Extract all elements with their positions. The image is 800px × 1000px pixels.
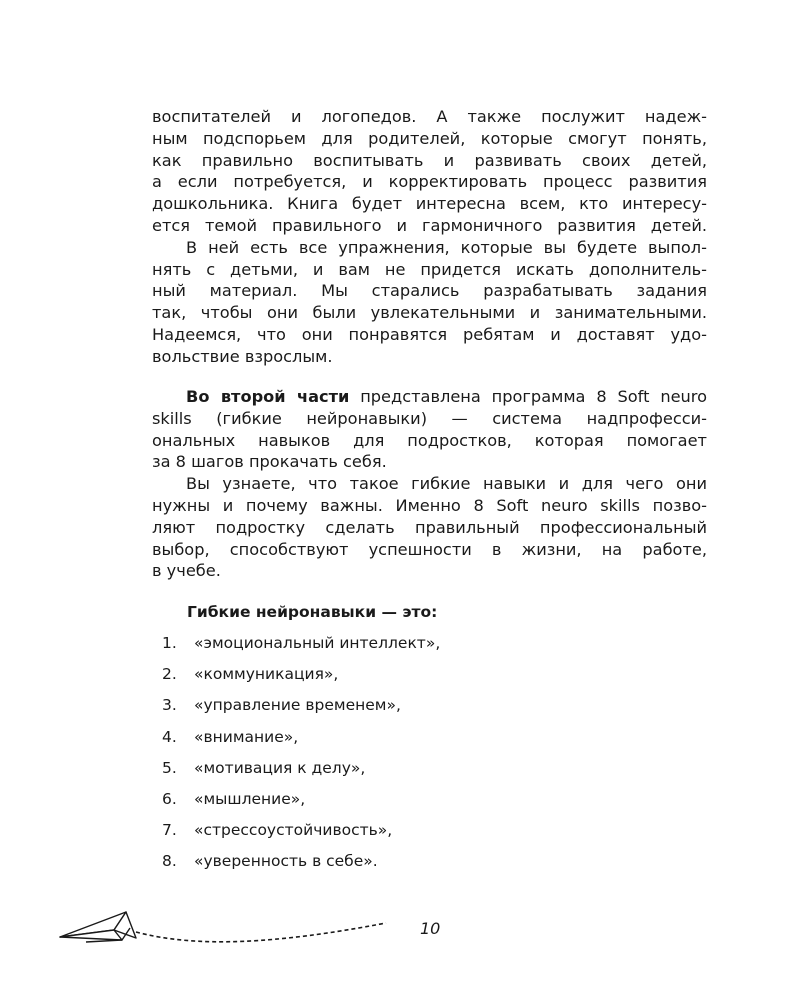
list-item-number: 3.: [162, 696, 177, 715]
paragraph1-line: ным подспорьем для родителей, которые смогут понять,: [152, 128, 707, 148]
paragraph1-line: а если потребуется, и корректировать процесс развития: [152, 172, 707, 192]
list-item-number: 1.: [162, 634, 177, 652]
list-heading: Гибкие нейронавыки — это:: [187, 603, 438, 621]
paragraph2-line: вольствие взрослым.: [152, 346, 333, 366]
intro-text-block: [152, 106, 707, 368]
second-part-bold-lead: Во второй части: [186, 387, 350, 406]
list-item-text: «мотивация к делу»,: [194, 758, 366, 777]
list-item-number: 5.: [162, 758, 177, 777]
list-item: [162, 663, 440, 694]
dashed-trail-line: [136, 923, 386, 942]
list-item-text: «уверенность в себе».: [194, 852, 378, 871]
paper-plane-icon: [60, 912, 136, 942]
paragraph2-line: нять с детьми, и вам не придется искать дополнитель-: [152, 259, 707, 279]
paragraph3-line-rest: представлена программа 8 Soft neuro: [349, 387, 707, 406]
list-item-number: 6.: [162, 789, 177, 808]
list-item-text: «стрессоустойчивость»,: [194, 821, 393, 840]
paragraph2-line: ный материал. Мы старались разрабатывать задания: [152, 281, 707, 301]
paragraph2-line: Надеемся, что они понравятся ребятам и доставят удо-: [152, 324, 707, 344]
list-item-number: 7.: [162, 821, 177, 840]
paragraph1-line: воспитателей и логопедов. А также послужит надеж-: [152, 107, 707, 126]
list-item-text: «коммуникация»,: [194, 665, 339, 684]
list-item-number: 4.: [162, 727, 177, 746]
list-item: [162, 819, 440, 850]
list-item-text: «мышление»,: [194, 789, 306, 808]
paragraph1-line: дошкольника. Книга будет интересна всем, кто интересу-: [152, 194, 707, 214]
list-item-text: «управление временем»,: [194, 696, 401, 715]
list-item: [162, 788, 440, 819]
page-number: 10: [420, 919, 441, 938]
list-item-number: 2.: [162, 665, 177, 684]
paragraph2-line: В ней есть все упражнения, которые вы будете выпол-: [186, 237, 707, 257]
list-item: [162, 694, 440, 725]
paragraph4-line: Вы узнаете, что такое гибкие навыки и для чего они: [186, 474, 707, 494]
paragraph3-line: за 8 шагов прокачать себя.: [152, 452, 387, 472]
paragraph3-first-line: [152, 386, 707, 408]
paragraph4-line: нужны и почему важны. Именно 8 Soft neuro skills позво-: [152, 495, 707, 515]
list-item: [162, 632, 440, 663]
paragraph1-line: как правильно воспитывать и развивать своих детей,: [152, 150, 707, 170]
paragraph1-line: ется темой правильного и гармоничного развития детей.: [152, 215, 707, 235]
second-part-text-block: [152, 386, 707, 582]
paper-plane-dashed-trail: [56, 908, 396, 950]
list-item: [162, 850, 440, 881]
paragraph3-line: ональных навыков для подростков, которая помогает: [152, 430, 707, 450]
paragraph4-line: в учебе.: [152, 561, 221, 581]
list-item-text: «внимание»,: [194, 727, 299, 746]
paragraph4-line: выбор, способствуют успешности в жизни, на работе,: [152, 539, 707, 559]
paragraph2-line: так, чтобы они были увлекательными и занимательными.: [152, 303, 707, 323]
paragraph3-line: skills (гибкие нейронавыки) — система надпрофесси-: [152, 408, 707, 428]
list-item-number: 8.: [162, 852, 177, 871]
list-item: [162, 757, 440, 788]
list-item-text: «эмоциональный интеллект»,: [194, 634, 441, 652]
soft-skills-list: [162, 632, 440, 882]
paragraph4-line: ляют подростку сделать правильный профессиональный: [152, 517, 707, 537]
list-item: [162, 726, 440, 757]
